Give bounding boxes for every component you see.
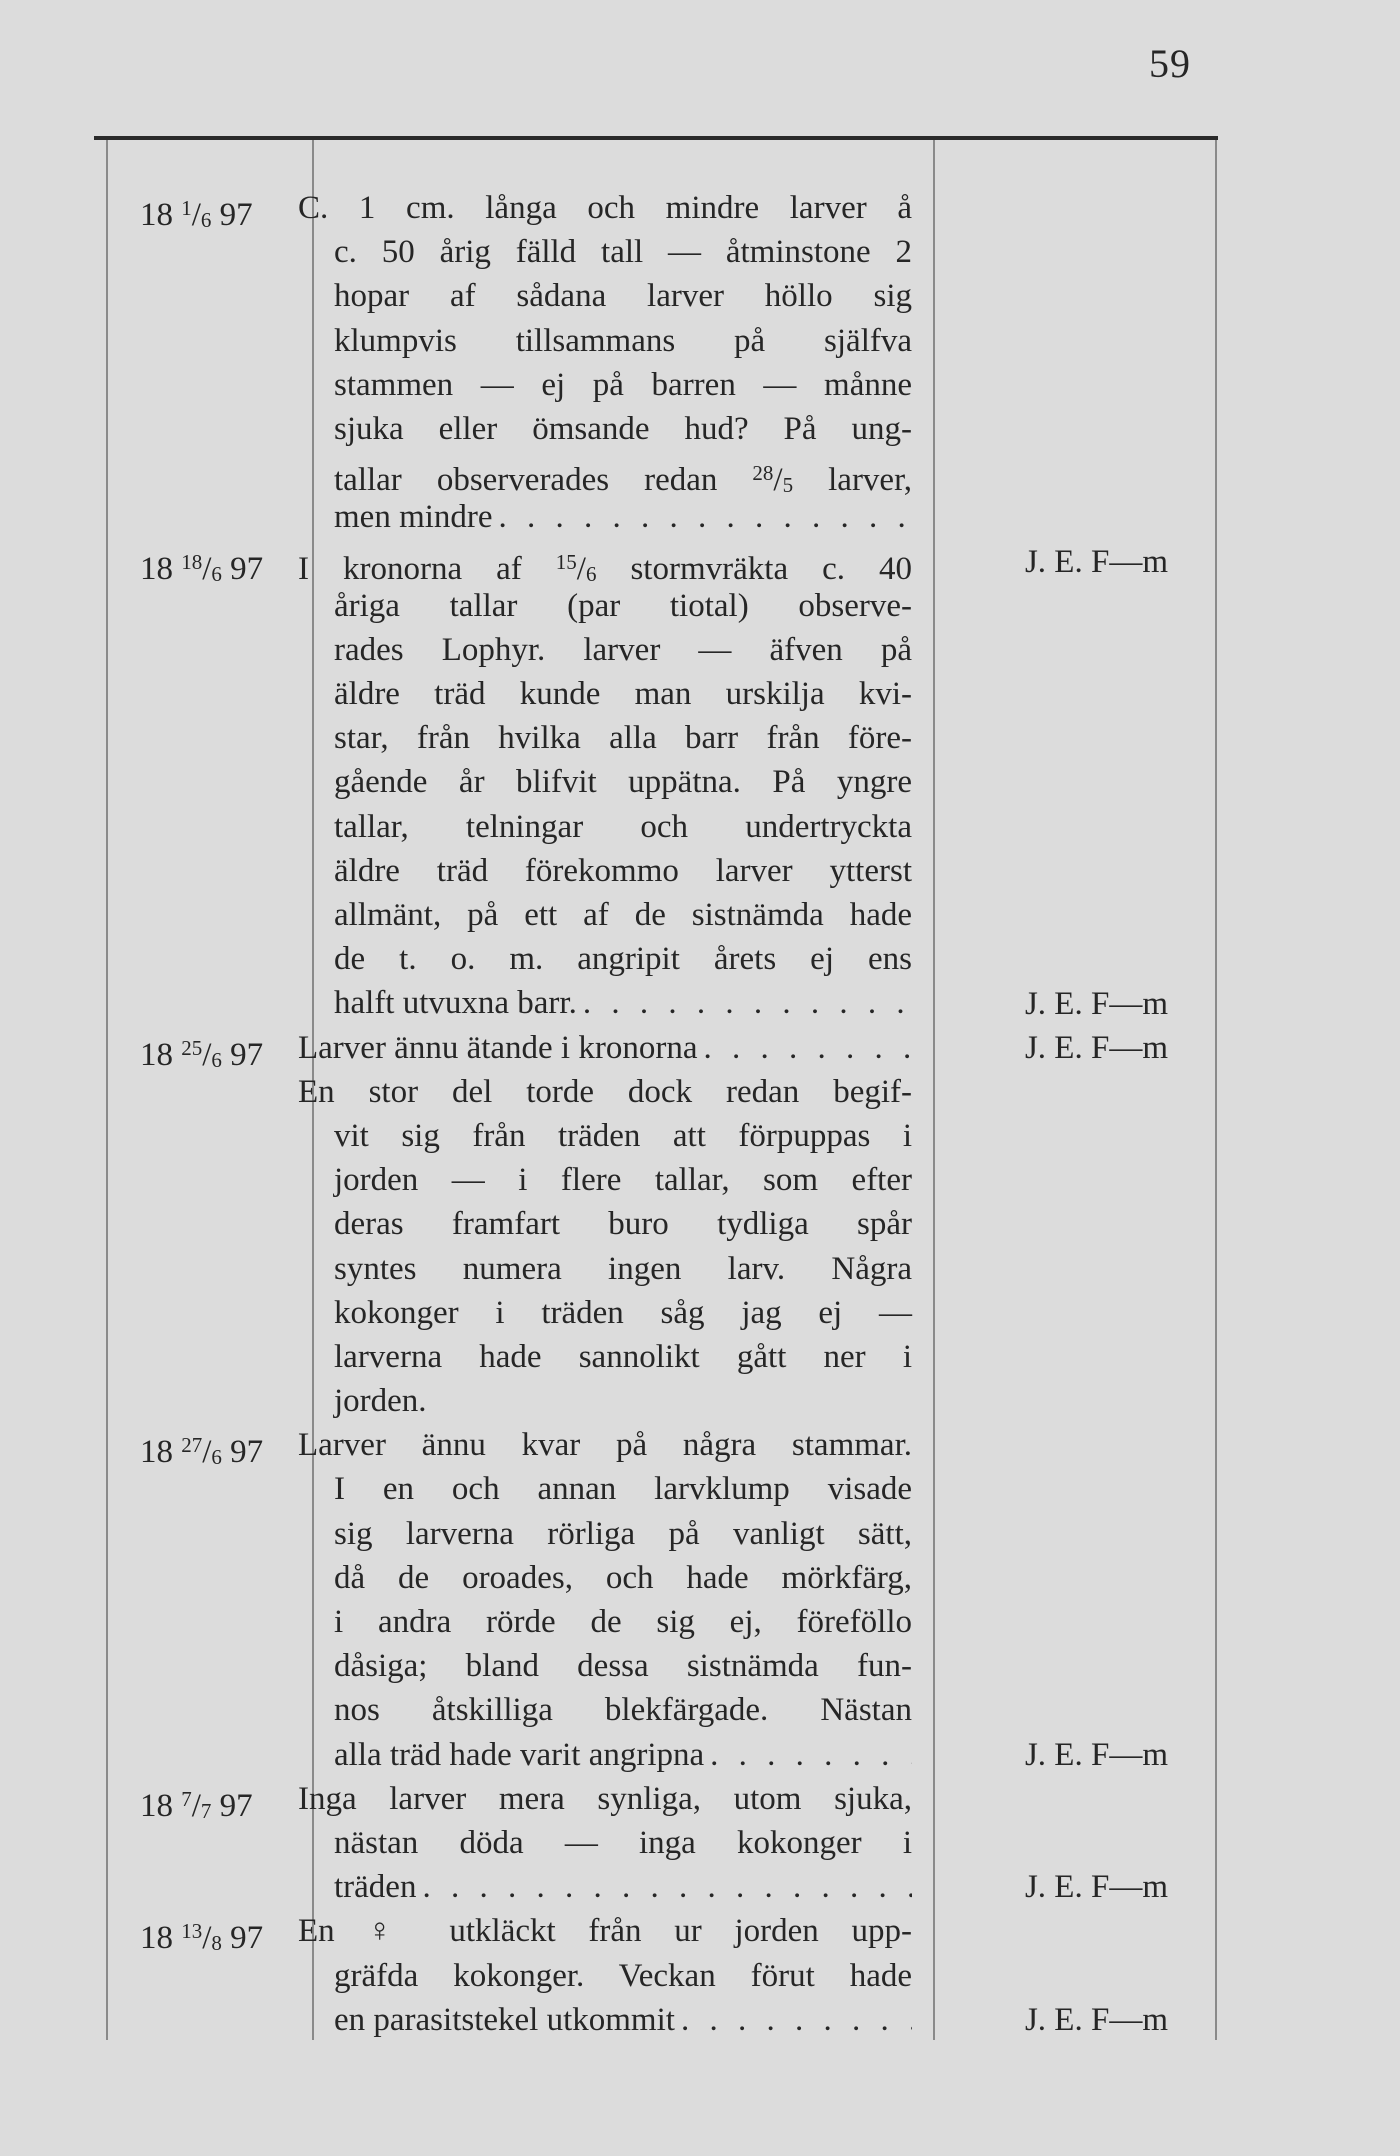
entry-line: jorden — i flere tallar, som efter — [334, 1162, 912, 1199]
entry-line: alla träd hade varit angripna . . . — [334, 1733, 912, 1777]
entry-text — [298, 186, 912, 540]
entry-line: nos åtskilliga blekfärgade. Nästan — [334, 1692, 912, 1729]
entry-line: rades Lophyr. larver — äfven på — [334, 631, 912, 668]
entry-line: I en och annan larvklump visade — [334, 1471, 912, 1508]
signature: J. E. F—m — [1024, 1029, 1168, 1066]
entry-line: då de oroades, och hade mörkfärg, — [334, 1559, 912, 1596]
entry-line: larverna hade sannolikt gått ner i — [334, 1338, 912, 1375]
entry-line: kokonger i träden såg jag ej — — [334, 1294, 912, 1331]
leader-dots — [493, 495, 912, 539]
journal-entry — [0, 540, 1400, 1026]
entry-line: En ♀ utkläckt från ur jorden upp- — [298, 1913, 912, 1950]
signature: J. E. F—m — [1024, 1869, 1168, 1906]
entry-line: star, från hvilka alla barr från före- — [334, 720, 912, 757]
journal-entry — [0, 1777, 1400, 1910]
top-rule — [94, 136, 1218, 140]
journal-entry — [0, 1026, 1400, 1424]
leader-dots — [577, 981, 912, 1025]
entry-line: vit sig från träden att förpuppas i — [334, 1117, 912, 1154]
entry-line: i andra rörde de sig ej, föreföllo — [334, 1604, 912, 1640]
leader-dots — [675, 1998, 912, 2042]
entry-line: de t. o. m. angripit årets ej ens — [334, 941, 912, 978]
entry-line: nästan döda — inga kokonger i — [334, 1824, 912, 1861]
entry-line: deras framfart buro tydliga spår — [334, 1206, 912, 1243]
entry-text — [298, 1026, 912, 1424]
leader-dots — [704, 1733, 912, 1777]
signature: J. E. F—m — [1024, 2001, 1168, 2038]
entry-line: Inga larver mera synliga, utom sjuka, — [298, 1780, 912, 1817]
leader-dots — [416, 1865, 912, 1909]
entry-line: dåsiga; bland dessa sistnämda fun- — [334, 1648, 912, 1685]
entry-line: äldre träd förekommo larver ytterst — [334, 852, 912, 889]
entry-line: en parasitstekel utkommit . . . — [334, 1998, 912, 2042]
entry-line: äldre träd kunde man urskilja kvi- — [334, 676, 912, 713]
entry-line: gräfda kokonger. Veckan förut hade — [334, 1957, 912, 1994]
journal-entry — [0, 1423, 1400, 1777]
entry-line: hopar af sådana larver höllo sig — [334, 278, 912, 315]
signature: J. E. F—m — [1024, 1736, 1168, 1773]
entry-line: sjuka eller ömsande hud? På ung- — [334, 410, 912, 447]
entry-line: I kronorna af $^{15}/_6$ stormvräkta c. 40 — [298, 549, 912, 587]
entry-text — [298, 1909, 912, 2042]
entry-line: allmänt, på ett af de sistnämda hade — [334, 897, 912, 933]
entry-line: syntes numera ingen larv. Några — [334, 1250, 912, 1287]
entry-line: åriga tallar (par tiotal) observe- — [334, 587, 912, 624]
entry-line: Larver ännu ätande i kronorna . . . — [298, 1026, 912, 1070]
signature: J. E. F—m — [1024, 985, 1168, 1022]
entry-line: halft utvuxna barr. . . . — [334, 981, 912, 1025]
entry-line: c. 50 årig fälld tall — åtminstone 2 — [334, 234, 912, 271]
journal-entry — [0, 1909, 1400, 2042]
entry-date: 18 $^7/_7$ 97 — [140, 1786, 253, 1824]
entry-line: klumpvis tillsammans på själfva — [334, 322, 912, 359]
entry-line: tallar, telningar och undertryckta — [334, 808, 912, 845]
entry-text — [298, 540, 912, 1026]
entry-date: 18 $^{18}/_6$ 97 — [140, 549, 264, 587]
leader-dots — [697, 1026, 912, 1070]
entry-line: stammen — ej på barren — månne — [334, 366, 912, 403]
entry-line: men mindre . . . — [334, 495, 912, 539]
entry-line: gående år blifvit uppätna. På yngre — [334, 764, 912, 801]
entry-date: 18 $^{25}/_6$ 97 — [140, 1035, 264, 1073]
entry-text — [298, 1777, 912, 1910]
entry-line: sig larverna rörliga på vanligt sätt, — [334, 1515, 912, 1552]
entry-line: tallar observerades redan $^{28}/_5$ larver, — [334, 461, 912, 499]
entry-line: En stor del torde dock redan begif- — [298, 1073, 912, 1110]
entry-date: 18 $^{13}/_8$ 97 — [140, 1919, 264, 1957]
entry-date: 18 $^1/_6$ 97 — [140, 196, 253, 233]
journal-ledger — [0, 186, 1400, 2042]
entry-line: Larver ännu kvar på några stammar. — [298, 1427, 912, 1464]
signature: J. E. F—m — [1024, 543, 1168, 580]
entry-line: träden . . . — [334, 1865, 912, 1909]
entry-line: C. 1 cm. långa och mindre larver å — [298, 190, 912, 226]
entry-text — [298, 1423, 912, 1777]
entry-date: 18 $^{27}/_6$ 97 — [140, 1433, 264, 1471]
entry-line: jorden. — [334, 1383, 427, 1420]
page-number: 59 — [1149, 41, 1191, 86]
